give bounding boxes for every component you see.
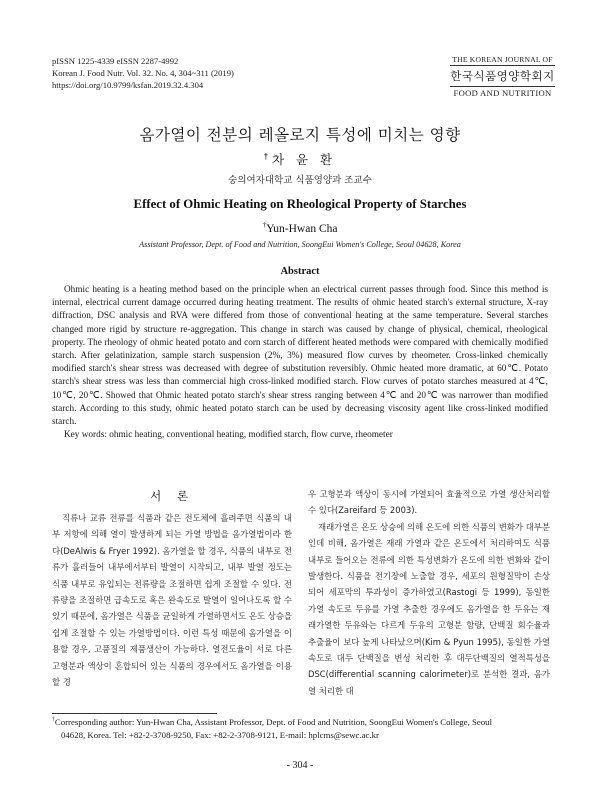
journal-title-top: THE KOREAN JOURNAL OF [450, 55, 555, 66]
english-author-name: Yun-Hwan Cha [266, 223, 338, 235]
right-column [308, 486, 550, 699]
corresponding-footnote [52, 716, 548, 742]
english-title: Effect of Ohmic Heating on Rheological Property of Starches [133, 197, 467, 211]
footnote-line-2: 04628, Korea. Tel: +82-2-3708-9250, Fax: +82-2-3708-9121, E-mail: hplcms@sewc.ac.kr [61, 730, 379, 740]
journal-title-bottom: FOOD AND NUTRITION [450, 86, 555, 98]
footnote-divider [52, 713, 217, 714]
journal-logo [450, 55, 555, 98]
journal-title-korean: 한국식품영양학회지 [450, 69, 555, 83]
issn-line: pISSN 1225-4339 eISSN 2287-4992 [52, 56, 179, 66]
page-number: - 304 - [286, 760, 314, 771]
english-author [0, 220, 600, 235]
corresponding-mark: † [263, 150, 272, 161]
korean-affiliation: 숭의여자대학교 식품영양과 조교수 [228, 175, 372, 186]
abstract-heading: Abstract [280, 266, 320, 277]
english-affiliation: Assistant Professor, Dept. of Food and Nutrition, SoongEui Women's College, Seoul 04628, Korea [139, 240, 461, 249]
korean-title: 옴가열이 전분의 레올로지 특성에 미치는 영향 [139, 126, 461, 144]
intro-paragraph-1: 직류나 교류 전류를 식품과 같은 전도체에 흘려주면 식품의 내부 저항에 의해 열이 발생하게 되는 가열 방법을 옴가열법이라 한다(DeAlwis & Fryer 1992). 옴가열을 할 경우, 식품의 내부로 전류가 흘러들어 내부에서부터 발열이 시작되고, 내부 발열 정도는 식품 내부로 유입되는 전류량을 조절하면 쉽게 조절할 수 있다. 전류량을 조절하면 급속도로 혹은 완속도로 발열이 일어나도록 할 수 있기 때문에, 옴가열은 식품을 균일하게 가열하면서도 온도 상승을 쉽게 조절할 수 있는 가열방법이다. 이런 특성 때문에 옴가열을 이용할 경우, 고품질의 제품생산이 가능하다. 열전도율이 서로 다른 고형분과 액상이 혼합되어 있는 식품의 경우에서도 옴가열을 이용할 경 [52, 513, 292, 688]
citation-block [52, 55, 234, 91]
intro-paragraph-2: 재래가열은 온도 상승에 의해 온도에 의한 식품의 변화가 대부분인데 비해, 옴가열은 재래 가열과 같은 온도에서 처리하여도 식품 내부로 들어오는 전류에 의한 특성변화가 온도에 의한 변화와 같이 발생한다. 식품을 전기장에 노출할 경우, 세포의 원형질막이 손상되어 세포막의 투과성이 증가하였고(Rastogi 등 1999), 동일한 가열 속도로 두유를 가열 추출한 경우에도 옴가열을 한 두유는 재래가열한 두유와는 다르게 두유의 고형분 함량, 단백질 회수율과 추출율이 보다 높게 나타났으며(Kim & Pyun 1995), 동일한 가열 속도로 대두 단백질을 변성 처리한 후 대두단백질의 열적특성을 DSC(differential scanning calorimeter)로 분석한 결과, 옴가열 처리한 대 [308, 521, 550, 696]
section-heading-introduction: 서 론 [150, 489, 194, 503]
abstract-body [52, 284, 548, 442]
citation-line: Korean J. Food Nutr. Vol. 32. No. 4, 304~311 (2019) [52, 68, 234, 78]
left-column [52, 510, 292, 690]
abstract-text: Ohmic heating is a heating method based on the principle when an electrical current passes through food. Since this method is internal, electrical current damage occurred during heating treatment. The results of ohmic heated starch's external structure, X-ray diffraction, DSC analysis and RVA were differed from those of conventional heating at the same temperature. Several starches changed more rigid by structure re-aggregation. This change in starch was caused by change of physical, chemical, rheological property. The rheology of ohmic heated potato and corn starch of different heated methods were compared with chemically modified starch. After gelatinization, sample starch suspension (2%, 3%) measured flow curves by rheometer. Cross-linked chemically modified starch's shear stress was decreased with degree of substitution reversibly. Ohmic heated more dramatic, at 60℃. Potato starch's shear stress was less than commercial high cross-linked modified starch. Flow curves of potato starches measured at 4℃, 10℃, 20℃. Showed that Ohmic heated potato starch's shear stress ranging between 4℃ and 20℃ was narrower than modified starch. According to this study, ohmic heated potato starch can be used by decreasing viscosity agent like cross-linked modified starch. [52, 285, 548, 428]
korean-author-name: 차 윤 환 [271, 152, 337, 167]
korean-author [0, 150, 600, 168]
footnote-line-1: Corresponding author: Yun-Hwan Cha, Assistant Professor, Dept. of Food and Nutrition, SoongEui Women's College, Seoul [54, 717, 493, 727]
keywords: Key words: ohmic heating, conventional heating, modified starch, flow curve, rheometer [64, 430, 393, 441]
doi-link[interactable]: https://doi.org/10.9799/ksfan.2019.32.4.304 [52, 80, 204, 90]
corresponding-mark-en: † [262, 220, 267, 230]
intro-paragraph-1-cont: 우 고형분과 액상이 동시에 가열되어 효율적으로 가열 생산처리할 수 있다(Zareifard 등 2003). [308, 489, 550, 516]
footnote-mark: † [52, 717, 55, 724]
